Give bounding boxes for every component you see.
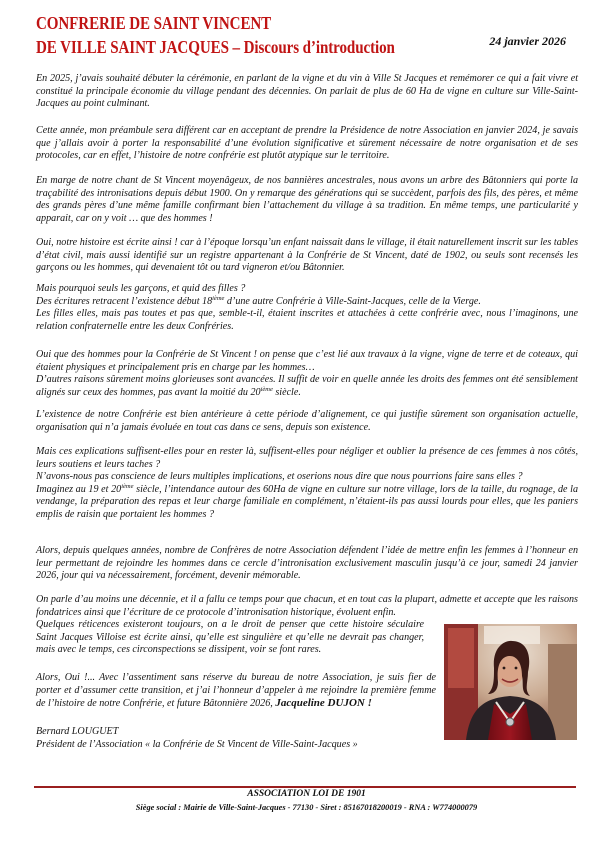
text-vigne-travaux: Oui que des hommes pour la Confrérie de St Vincent ! on pense que c’est lié aux travaux à la vigne, vigne de terre et de coteaux, qui étaient physiques et principalement pris en charge par les hommes… <box>36 349 578 373</box>
paragraph-girls <box>36 283 578 333</box>
superscript: ième <box>212 294 225 302</box>
paragraph-decision: Alors, depuis quelques années, nombre de Confrères de notre Association défendent l’idée de mettre enfin les femmes à l’honneur en leur permettant de rejoindre les hommes dans ce cercle d’intronisation exclusivement masculin jusqu’à ce jour, samedi 24 janvier 2026, jour qui va nécessairement, forcément, devenir mémorable. <box>36 545 578 582</box>
signatory-name: Bernard LOUGUET <box>36 726 119 737</box>
paragraph-men-only <box>36 349 578 399</box>
honoree-name: Jacqueline DUJON ! <box>275 697 372 710</box>
question-girls: Mais pourquoi seuls les garçons, et quid des filles ? <box>36 283 246 294</box>
paragraph-appeal <box>36 672 436 711</box>
text-fragment: Imaginez au 19 et 20 <box>36 483 122 495</box>
footer-address: Siège social : Mairie de Ville-Saint-Jacques - 77130 - Siret : 85167018200019 - RNA : W774000079 <box>135 802 478 812</box>
text-confrerie-vierge <box>36 296 578 309</box>
text-fragment: siècle. <box>272 386 301 398</box>
paragraph-intro: En 2025, j’avais souhaité débuter la cérémonie, en parlant de la vigne et du vin à Ville St Jacques et remémorer ce qui a fait vivre et constitué la principale économie du village pendant des décennies. On parlait de plus de 60 Ha de vigne en culture sur Ville-Saint-Jacques au point culminant. <box>36 73 578 110</box>
text-question-implications: N’avons-nous pas conscience de leurs multiples implications, et oserions nous dire que nous pourrions faire sans elles ? <box>36 471 523 483</box>
superscript: ième <box>121 482 134 490</box>
text-imaginez <box>36 484 578 522</box>
portrait-photo <box>444 624 577 740</box>
page-subtitle: DE VILLE SAINT JACQUES – Discours d’introduction <box>36 37 395 57</box>
footer-association: ASSOCIATION LOI DE 1901 <box>247 789 366 799</box>
paragraph-batonniers: En marge de notre chant de St Vincent moyenâgeux, de nos bannières ancestrales, nous avons un arbre des Bâtonniers qui porte la traçabilité des intronisations depuis début 1900. On y remarque des générations qui se succèdent, parfois des fils, des pères, et même des grands pères d’une même famille confirmant bien l’attachement du village à sa tradition. En même temps, une particularité y apparait, car on y voit … que des hommes ! <box>36 175 578 224</box>
text-reticences: Quelques réticences existeront toujours, on a le droit de penser que cette histoire séculaire Saint Jacques Villoise est écrite ainsi, qu’elle est singulière et qu’elle ne devrait pas changer, mais avec le temps, ces circonspections se dissipent, voir se font rares. <box>36 619 424 656</box>
text-fragment: D’autres raisons sûrement moins glorieuses sont avancées. Il suffit de voir en quelle année les droits des femmes ont été sensiblement alignés sur ceux des hommes, pas avant la moitié du 20 <box>36 374 578 398</box>
portrait-illustration <box>444 624 577 740</box>
paragraph-preamble: Cette année, mon préambule sera différent car en acceptant de prendre la Présidence de notre Association en janvier 2024, je savais que j’allais avoir à porter la responsabilité d’une évolution significative et sûrement nécessaire de notre organisation et de ses protocoles, car en effet, l’histoire de notre confrérie est plutôt atypique sur le territoire. <box>36 125 578 162</box>
superscript: ième <box>260 385 273 393</box>
text-question-suffisent: Mais ces explications suffisent-elles pour en rester là, suffisent-elles pour négliger et oublier la présence de ces femmes à nos côtés, leurs soutiens et leurs taches ? <box>36 446 578 470</box>
text-fragment: Alors, Oui !... Avec l’assentiment sans réserve du bureau de notre Association, je suis fier de porter et d’assumer cette transition, et j’ai l’honneur d’appeler à me rejoindre la première femme de l’histoire de notre Confrérie, et future Bâtonnière 2026, <box>36 672 436 710</box>
page-title: CONFRERIE DE SAINT VINCENT <box>36 13 272 33</box>
paragraph-history: Oui, notre histoire est écrite ainsi ! car à l’époque lorsqu’un enfant naissait dans le village, il était naturellement inscrit sur les tables d’état civil, mais aussi identifié sur un registre appartenant à la Confrérie de St Vincent, daté de 1902, ou seuls sont recensés les garçons ou les hommes, qui devenaient tôt ou tard vigneron et/ou Bâtonnier. <box>36 237 578 274</box>
text-droits-femmes <box>36 374 578 399</box>
text-fragment: d’une autre Confrérie à Ville-Saint-Jacques, celle de la Vierge. <box>224 295 481 307</box>
text-decennie: On parle d’au moins une décennie, et il a fallu ce temps pour que chacun, et en tout cas la plupart, admette et accepte que les raisons fondatrices ainsi que l’écriture de ce protocole d’intronisation historique, évoluent enfin. <box>36 594 578 618</box>
document-date: 24 janvier 2026 <box>489 34 566 48</box>
text-filles: Les filles elles, mais pas toutes et pas que, semble-t-il, étaient inscrites et attachées à cette confrérie avec, nous l’imaginons, une relation confraternelle entre les deux Confréries. <box>36 308 578 332</box>
paragraph-existence: L’existence de notre Confrérie est bien antérieure à cette période d’alignement, ce qui justifie sûrement son organisation actuelle, organisation qui n’a jamais évoluée en tout cas dans ce sens, depuis son existence. <box>36 409 578 433</box>
text-fragment: siècle, l’intendance autour des 60Ha de vigne en culture sur notre village, lors de la taille, du rognage, de la vendange, la préparation des repas et leur charge familiale en complément, n’étaient-ils pas aussi lourds pour elles, que les paniers emplis de raisin que portaient les hommes ? <box>36 483 579 520</box>
text-fragment: Des écritures retracent l’existence début 18 <box>36 295 213 307</box>
signatory-title: Président de l’Association « la Confrérie de St Vincent de Ville-Saint-Jacques » <box>36 738 358 750</box>
paragraph-explanations <box>36 446 578 522</box>
